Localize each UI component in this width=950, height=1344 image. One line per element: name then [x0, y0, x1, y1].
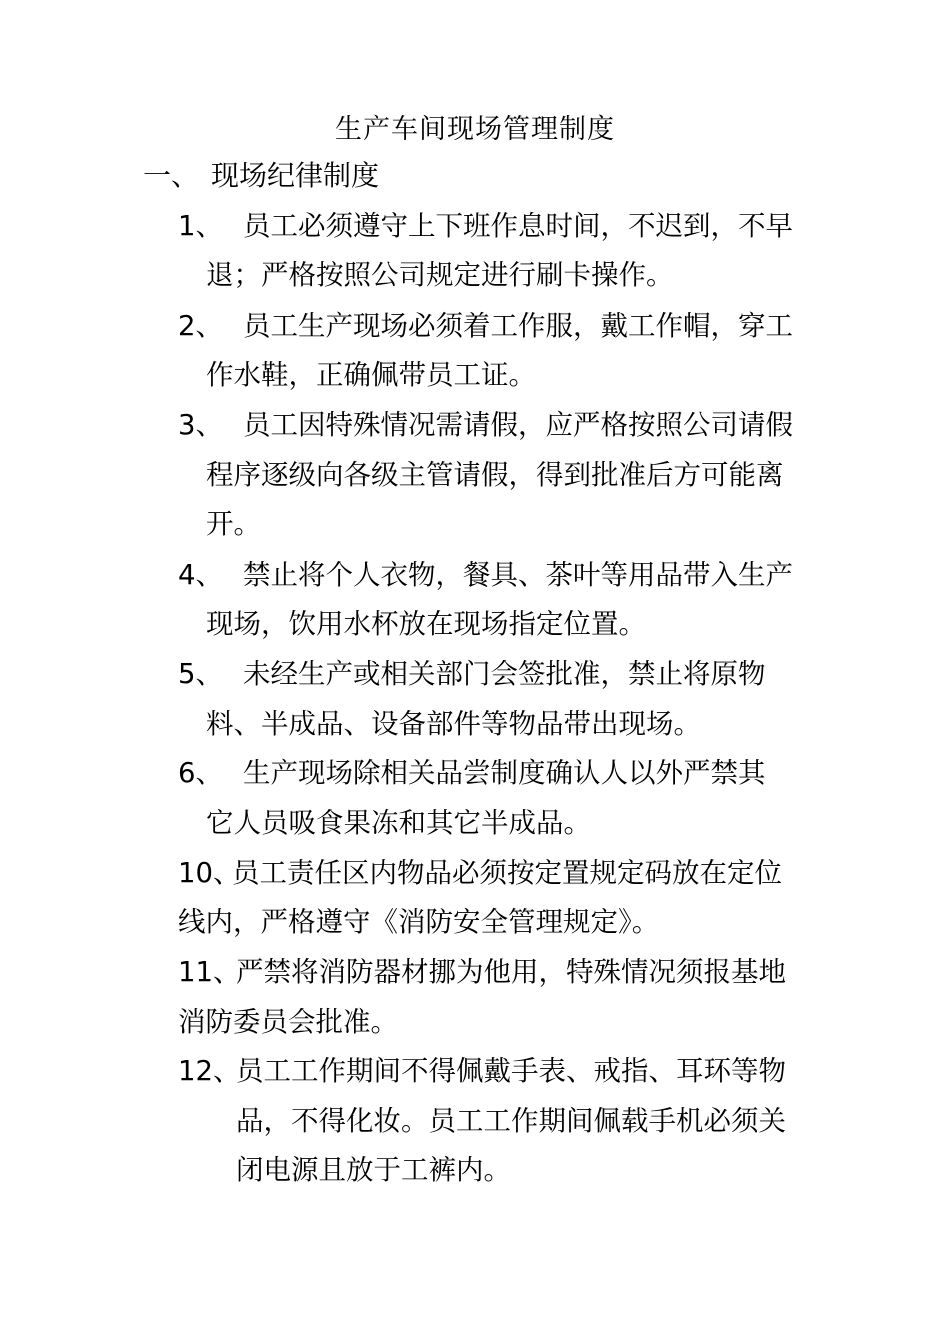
item-line: 员工必须遵守上下班作息时间，不迟到，不早 — [243, 210, 793, 242]
item-number: 4、 — [178, 559, 223, 591]
document-title: 生产车间现场管理制度 — [335, 114, 615, 145]
item-number: 11、 — [178, 956, 241, 988]
item-line: 闭电源且放于工裤内。 — [236, 1154, 511, 1186]
item-number: 3、 — [178, 409, 223, 441]
item-line: 程序逐级向各级主管请假，得到批准后方可能离 — [206, 459, 784, 491]
item-line: 未经生产或相关部门会签批准，禁止将原物 — [243, 658, 766, 690]
item-line: 员工生产现场必须着工作服，戴工作帽，穿工 — [243, 310, 793, 342]
item-number: 12、 — [178, 1055, 241, 1087]
item-number: 1、 — [178, 210, 223, 242]
item-line: 品，不得化妆。员工工作期间佩载手机必须关 — [236, 1105, 786, 1137]
section-title: 现场纪律制度 — [211, 159, 380, 192]
item-line: 员工工作期间不得佩戴手表、戒指、耳环等物 — [236, 1055, 786, 1087]
item-line: 它人员吸食果冻和其它半成品。 — [206, 807, 591, 839]
item-line: 作水鞋，正确佩带员工证。 — [206, 359, 536, 391]
item-number: 2、 — [178, 310, 223, 342]
item-line: 开。 — [206, 508, 261, 540]
item-line: 员工因特殊情况需请假，应严格按照公司请假 — [243, 409, 793, 441]
item-line: 严禁将消防器材挪为他用，特殊情况须报基地 — [236, 956, 786, 988]
item-number: 6、 — [178, 757, 223, 789]
item-number: 10、 — [178, 857, 241, 889]
item-line: 线内，严格遵守《消防安全管理规定》。 — [178, 906, 660, 938]
section-number: 一、 — [143, 159, 200, 192]
item-line: 生产现场除相关品尝制度确认人以外严禁其 — [243, 757, 766, 789]
item-line: 消防委员会批准。 — [178, 1006, 398, 1038]
item-line: 现场，饮用水杯放在现场指定位置。 — [206, 608, 646, 640]
item-number: 5、 — [178, 658, 223, 690]
item-line: 料、半成品、设备部件等物品带出现场。 — [206, 708, 701, 740]
item-line: 退；严格按照公司规定进行刷卡操作。 — [206, 259, 674, 291]
section-heading — [143, 157, 379, 195]
item-line: 员工责任区内物品必须按定置规定码放在定位 — [232, 857, 782, 889]
item-line: 禁止将个人衣物，餐具、茶叶等用品带入生产 — [243, 559, 793, 591]
